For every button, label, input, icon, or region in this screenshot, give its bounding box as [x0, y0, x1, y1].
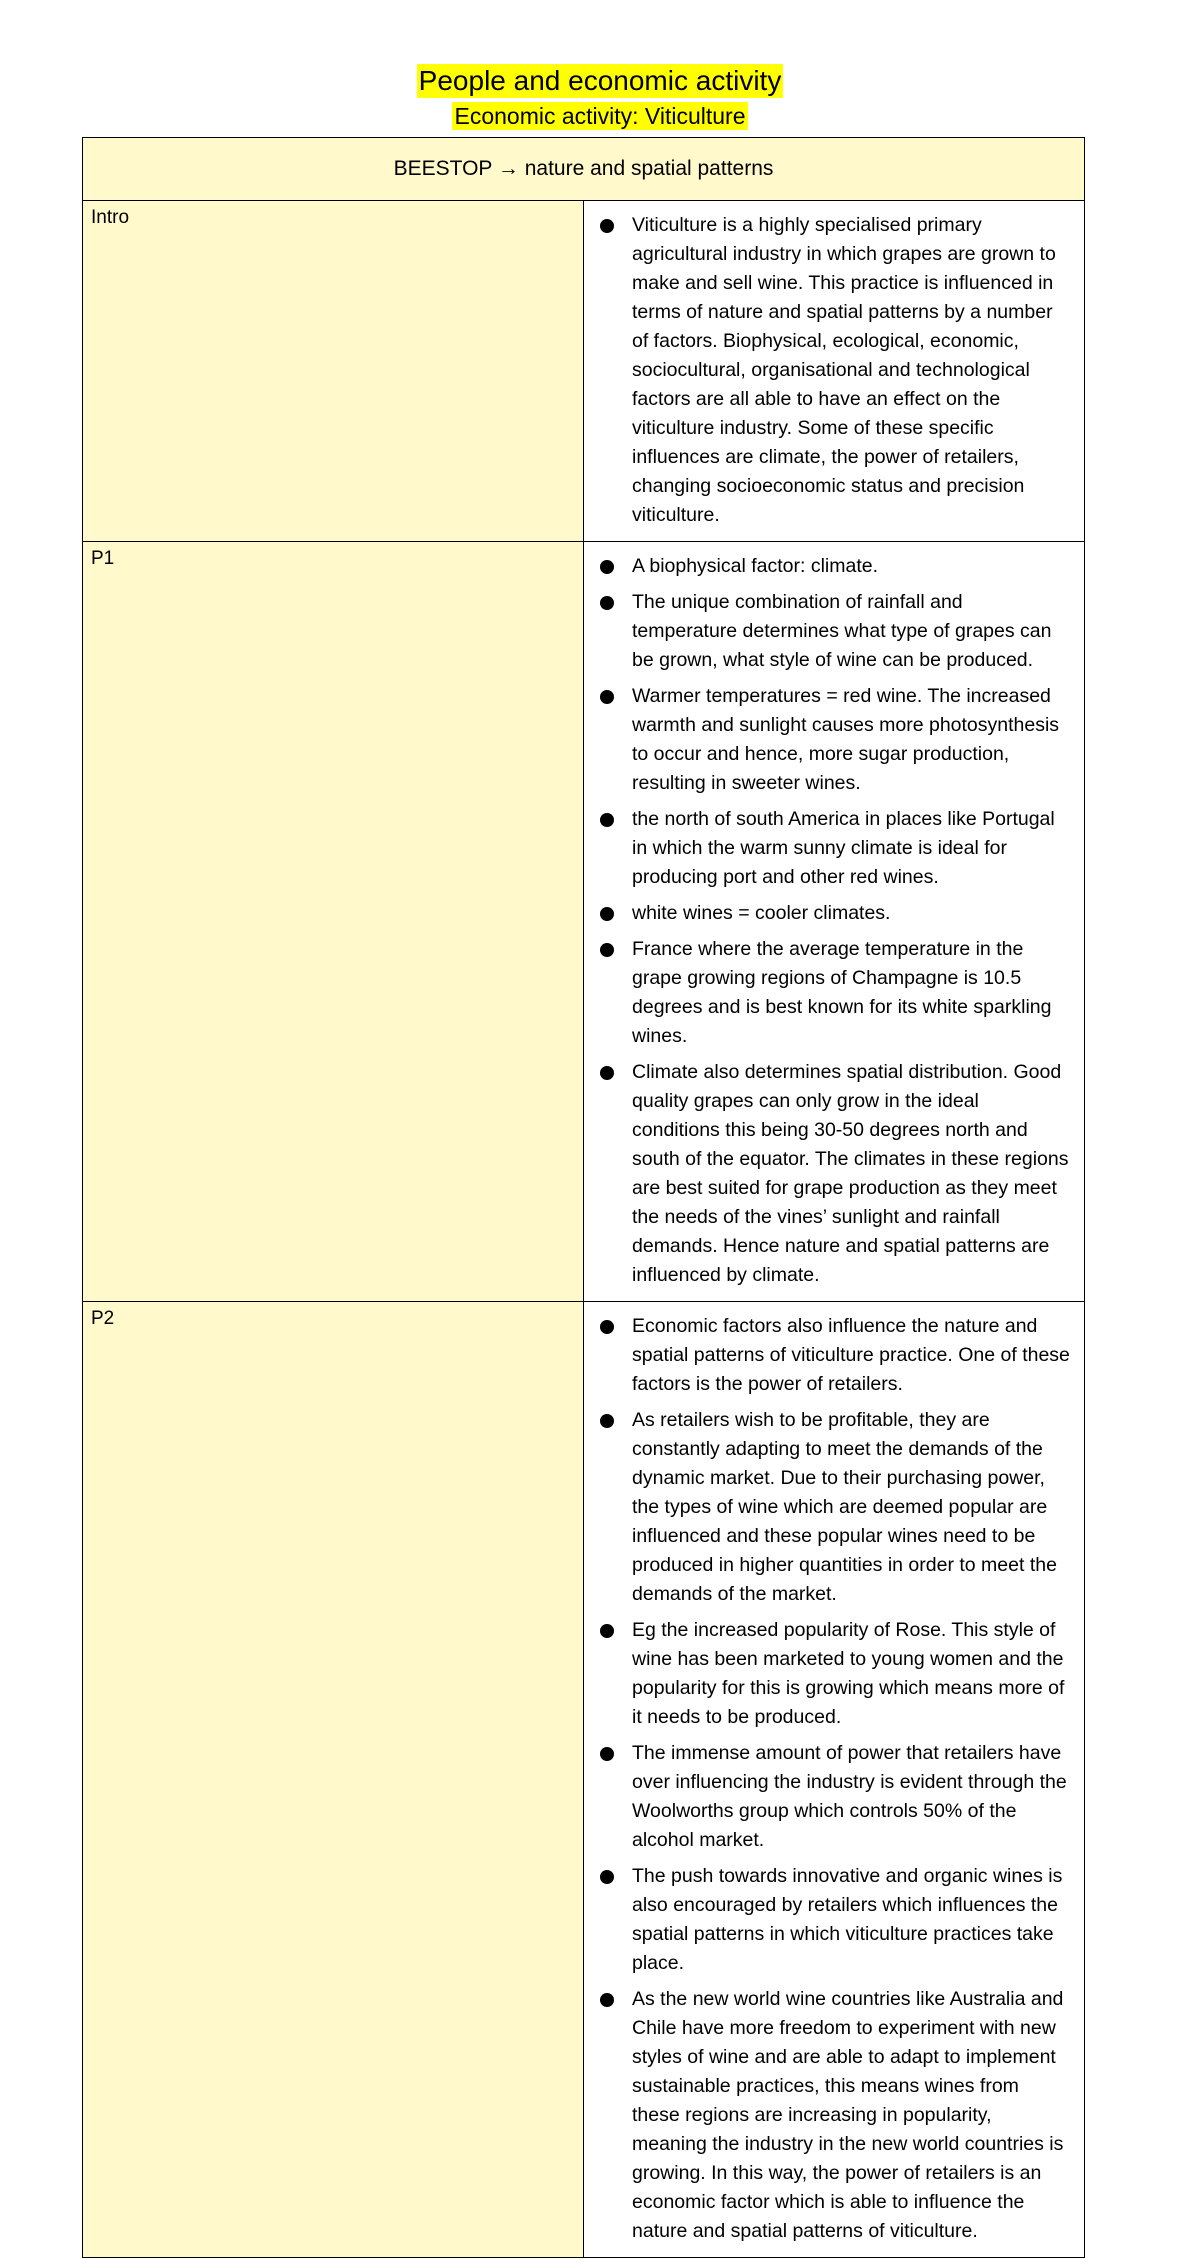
point-text: As the new world wine countries like Australia and Chile have more freedom to experiment with new styles of wine and are able to adapt to implement sustainable practices, this means wines from these regions are increasing in popularity, meaning the industry in the new world countries is growing. In this way, the power of retailers is an economic factor which is able to influence the nature and spatial patterns of viticulture.: [632, 1988, 1064, 2242]
list-item: [600, 935, 1070, 1051]
point-text: white wines = cooler climates.: [632, 902, 891, 924]
point-text: Eg the increased popularity of Rose. This style of wine has been marketed to young women and the popularity for this is growing which means more of it needs to be produced.: [632, 1619, 1065, 1728]
list-item: [600, 1985, 1070, 2246]
point-text: The push towards innovative and organic wines is also encouraged by retailers which influences the spatial patterns in which viticulture practices take place.: [632, 1865, 1063, 1974]
notes-table: [82, 137, 1085, 2258]
point-text: As retailers wish to be profitable, they are constantly adapting to meet the demands of the dynamic market. Due to their purchasing power, the types of wine which are deemed popular are influenced and these popular wines need to be produced in higher quantities in order to meet the demands of the market.: [632, 1409, 1057, 1605]
row-content-p2: [584, 1302, 1085, 2258]
list-item: [600, 588, 1070, 675]
bullet-icon: [600, 1993, 614, 2007]
bullet-icon: [600, 560, 614, 574]
point-text: Viticulture is a highly specialised primary agricultural industry in which grapes are grown to make and sell wine. This practice is influenced in terms of nature and spatial patterns by a number of factors. Biophysical, ecological, economic, sociocultural, organisational and technological factors are all able to have an effect on the viticulture industry. Some of these specific influences are climate, the power of retailers, changing socioeconomic status and precision viticulture.: [632, 214, 1056, 526]
table-row: [83, 1302, 1085, 2258]
list-item: [600, 1616, 1070, 1732]
point-text: The immense amount of power that retailers have over influencing the industry is evident through the Woolworths group which controls 50% of the alcohol market.: [632, 1742, 1067, 1851]
point-text: Warmer temperatures = red wine. The increased warmth and sunlight causes more photosynthesis to occur and hence, more sugar production, resulting in sweeter wines.: [632, 685, 1060, 794]
point-text: Economic factors also influence the nature and spatial patterns of viticulture practice. One of these factors is the power of retailers.: [632, 1315, 1070, 1395]
point-text: The unique combination of rainfall and temperature determines what type of grapes can be grown, what style of wine can be produced.: [632, 591, 1052, 671]
bullet-icon: [600, 1320, 614, 1334]
bullet-icon: [600, 1747, 614, 1761]
bullet-icon: [600, 1870, 614, 1884]
list-item: [600, 552, 1070, 581]
row-label-p1: P1: [83, 542, 584, 1302]
bullet-icon: [600, 1414, 614, 1428]
bullet-icon: [600, 690, 614, 704]
list-item: [600, 1312, 1070, 1399]
point-text: A biophysical factor: climate.: [632, 555, 879, 577]
row-content-p1: [584, 542, 1085, 1302]
row-content-intro: [584, 201, 1085, 542]
bullet-icon: [600, 596, 614, 610]
document-title: People and economic activity: [418, 65, 782, 96]
list-item: [600, 805, 1070, 892]
list-item: [600, 1058, 1070, 1290]
list-item: [600, 1406, 1070, 1609]
list-item: [600, 1739, 1070, 1855]
bullet-icon: [600, 943, 614, 957]
bullet-icon: [600, 219, 614, 233]
list-item: [600, 211, 1070, 530]
bullet-icon: [600, 813, 614, 827]
bullet-icon: [600, 907, 614, 921]
point-text: France where the average temperature in the grape growing regions of Champagne is 10.5 degrees and is best known for its white sparkling wines.: [632, 938, 1052, 1047]
table-row: [83, 542, 1085, 1302]
list-item: [600, 682, 1070, 798]
point-text: Climate also determines spatial distribution. Good quality grapes can only grow in the ideal conditions this being 30-50 degrees north and south of the equator. The climates in these regions are best suited for grape production as they meet the needs of the vines’ sunlight and rainfall demands. Hence nature and spatial patterns are influenced by climate.: [632, 1061, 1069, 1286]
list-item: [600, 1862, 1070, 1978]
row-label-p2: P2: [83, 1302, 584, 2258]
list-item: [600, 899, 1070, 928]
row-label-intro: Intro: [83, 201, 584, 542]
point-text: the north of south America in places like Portugal in which the warm sunny climate is ideal for producing port and other red wines.: [632, 808, 1055, 888]
table-header-row: [83, 138, 1085, 201]
bullet-icon: [600, 1624, 614, 1638]
document-titles: [0, 64, 1200, 130]
table-header: BEESTOP → nature and spatial patterns: [83, 138, 1085, 201]
document-subtitle: Economic activity: Viticulture: [454, 103, 746, 129]
table-row: [83, 201, 1085, 542]
bullet-icon: [600, 1066, 614, 1080]
